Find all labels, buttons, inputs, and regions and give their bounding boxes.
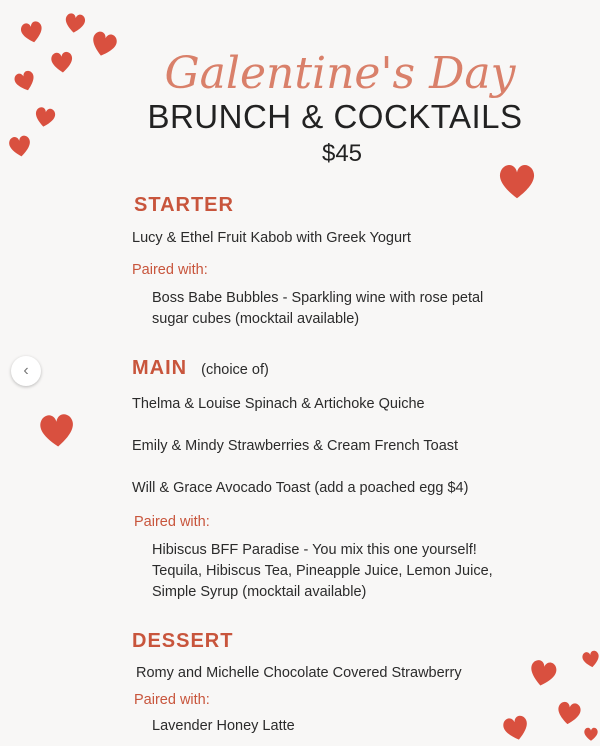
- starter-drink: [152, 288, 483, 330]
- main-drink-line: Simple Syrup (mocktail available): [152, 584, 367, 600]
- dessert-item: Romy and Michelle Chocolate Covered Strawberry: [136, 665, 462, 681]
- section-heading-main: [132, 357, 269, 380]
- main-heading: MAIN: [132, 357, 188, 379]
- heart-icon: [62, 10, 88, 36]
- chevron-left-icon: ‹: [23, 362, 29, 379]
- heart-icon: [12, 68, 38, 94]
- menu-price: $45: [321, 140, 363, 167]
- starter-drink-line: Boss Babe Bubbles - Sparkling wine with rose petal: [152, 290, 484, 306]
- heart-icon: [18, 18, 46, 46]
- section-heading-starter: STARTER: [134, 194, 234, 216]
- previous-slide-button[interactable]: [11, 356, 41, 386]
- heart-icon: [582, 724, 600, 744]
- main-drink-line: Tequila, Hibiscus Tea, Pineapple Juice, Lemon Juice,: [152, 563, 493, 579]
- main-item: Emily & Mindy Strawberries & Cream French Toast: [132, 438, 459, 454]
- heart-icon: [554, 698, 584, 728]
- main-item: Will & Grace Avocado Toast (add a poached egg $4): [132, 480, 469, 496]
- main-drink: [152, 540, 493, 603]
- main-drink-line: Hibiscus BFF Paradise - You mix this one yourself!: [152, 542, 477, 558]
- main-paired-label: Paired with:: [134, 514, 210, 530]
- main-note: (choice of): [201, 362, 269, 378]
- heart-icon: [48, 48, 76, 76]
- script-title-text: Galentine's Day: [164, 48, 516, 99]
- dessert-drink: [152, 716, 295, 737]
- menu-title: BRUNCH & COCKTAILS: [147, 98, 523, 135]
- heart-icon: [88, 28, 120, 60]
- heart-icon: [580, 648, 600, 670]
- dessert-drink-line: Lavender Honey Latte: [152, 718, 295, 734]
- heart-icon: [34, 408, 80, 452]
- heart-icon: [526, 656, 560, 690]
- main-item: Thelma & Louise Spinach & Artichoke Quiche: [132, 396, 425, 412]
- section-heading-dessert: DESSERT: [132, 630, 234, 652]
- starter-item: Lucy & Ethel Fruit Kabob with Greek Yogurt: [132, 230, 411, 246]
- dessert-paired-label: Paired with:: [134, 692, 210, 708]
- starter-drink-line: sugar cubes (mocktail available): [152, 311, 360, 327]
- heart-icon: [500, 712, 532, 744]
- starter-paired-label: Paired with:: [132, 262, 208, 278]
